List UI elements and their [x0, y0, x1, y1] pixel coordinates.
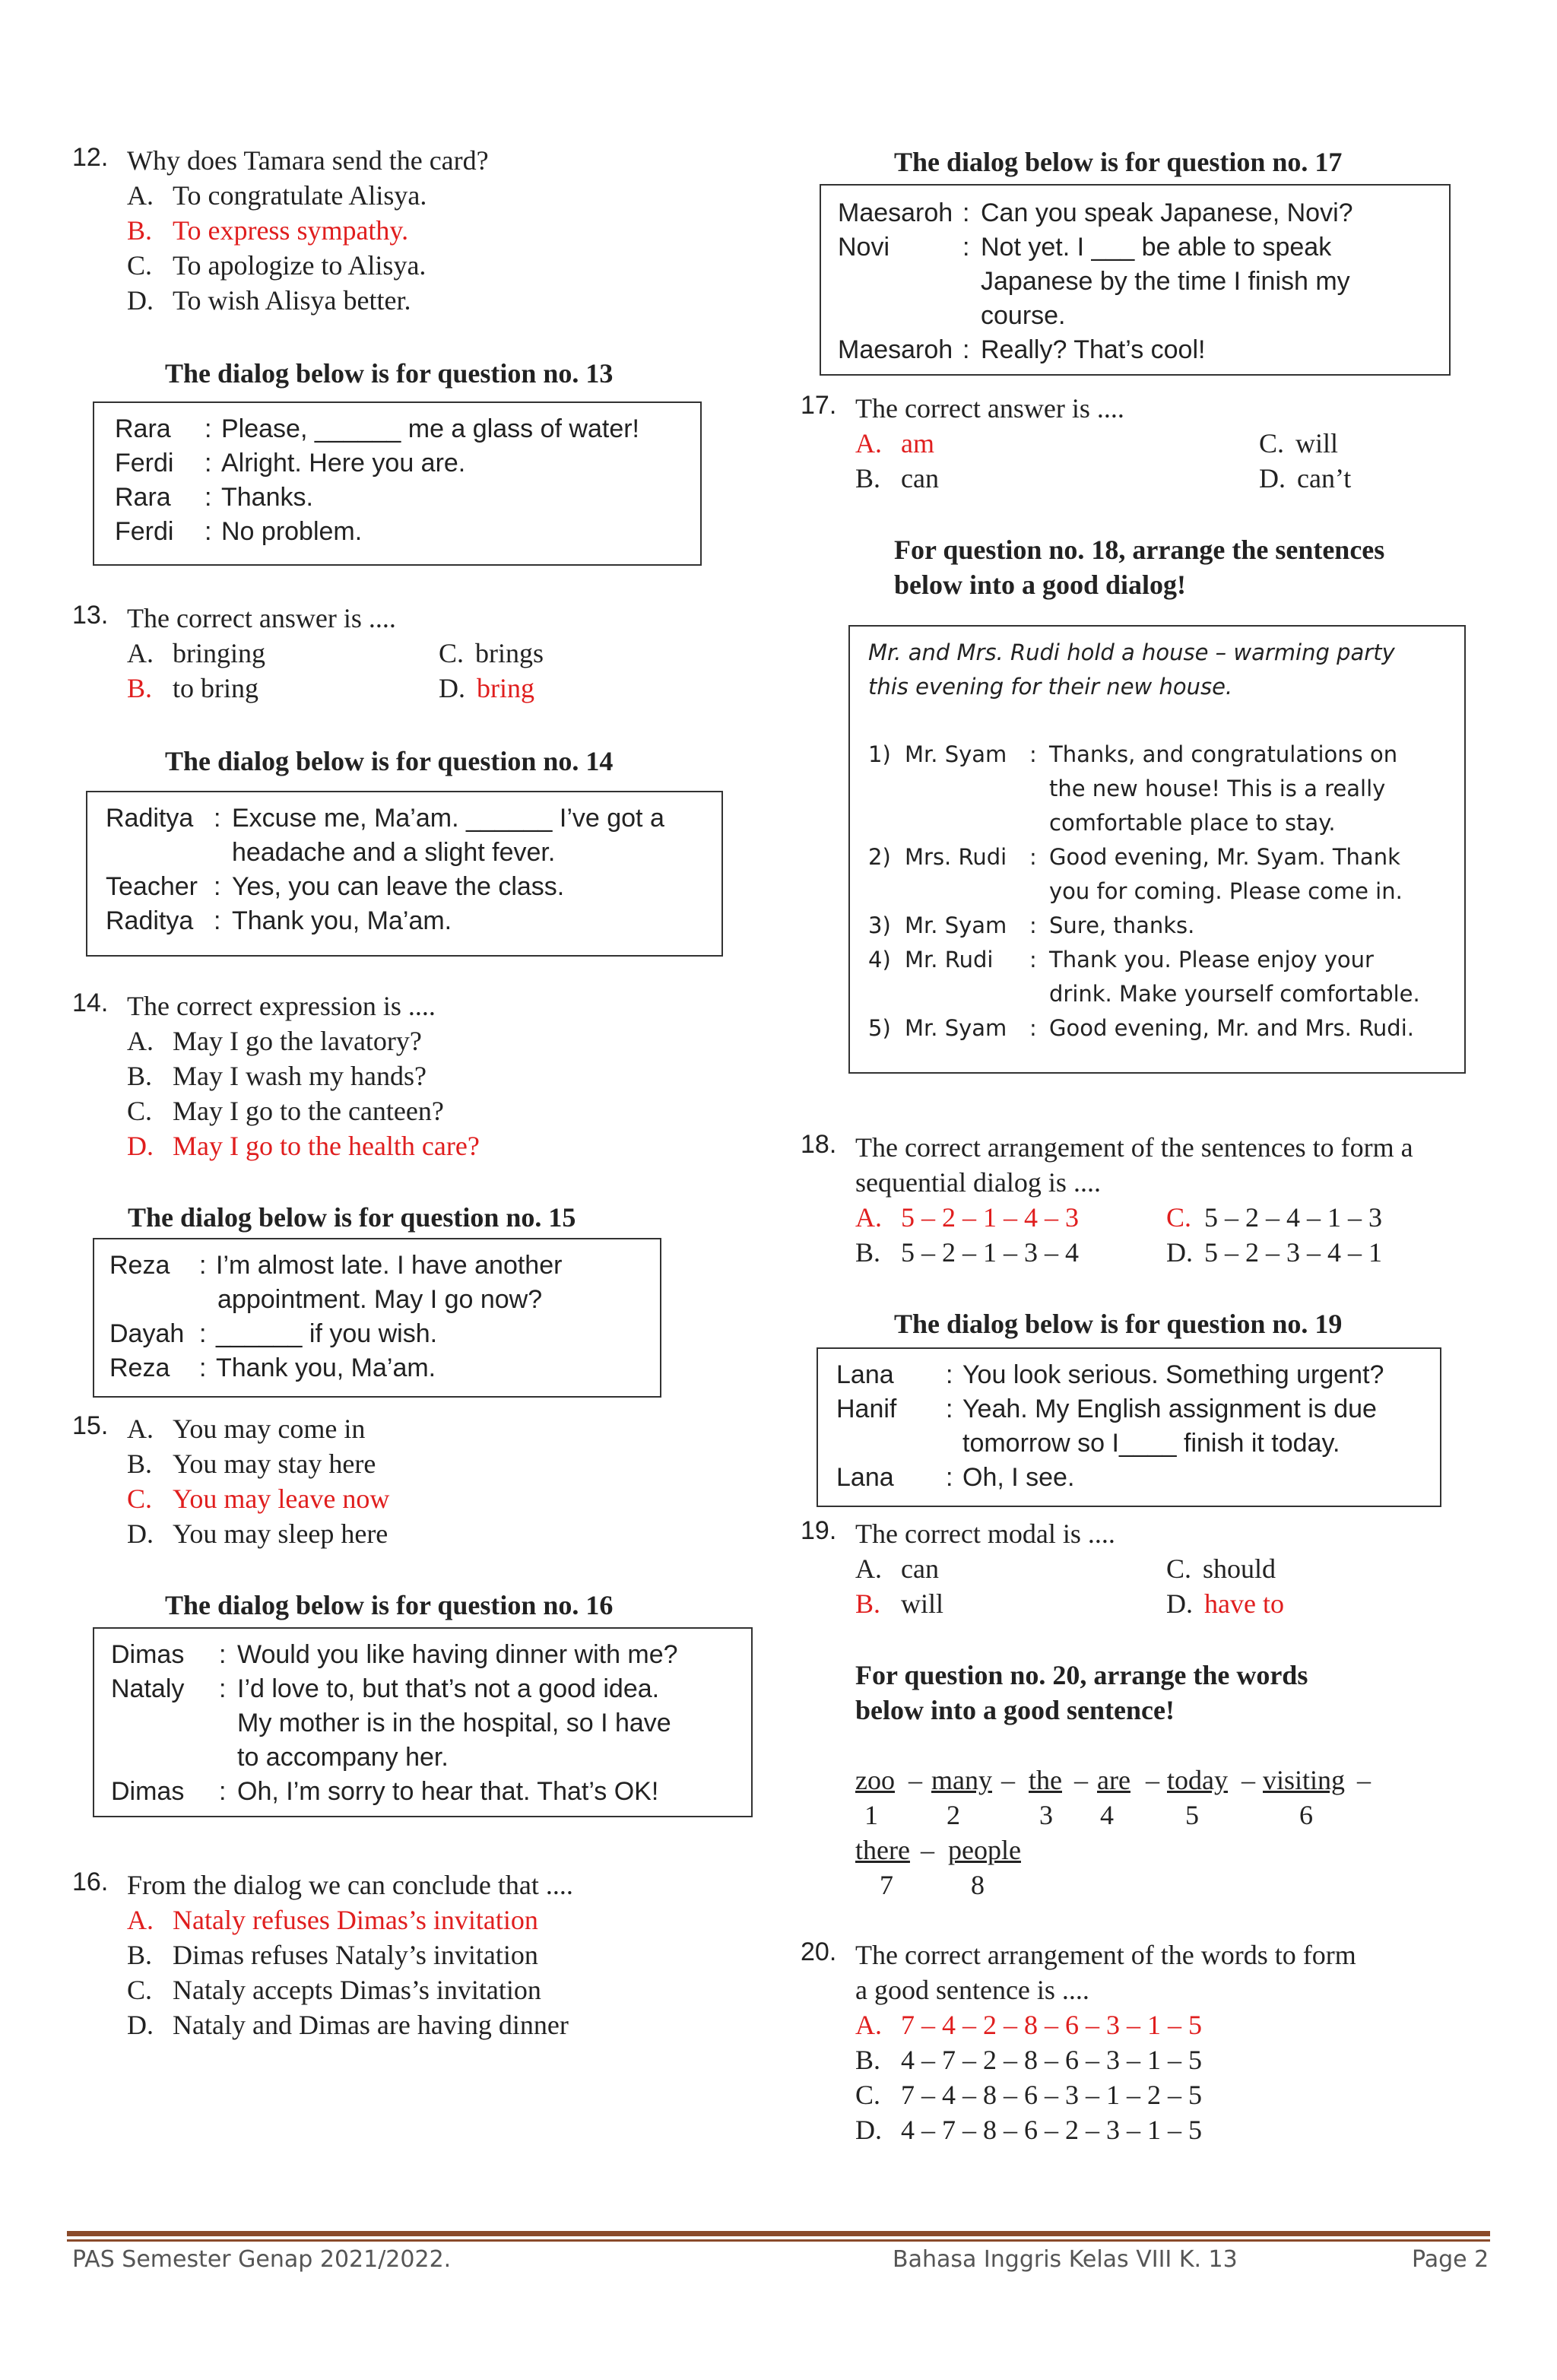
dialog-heading-14: The dialog below is for question no. 14	[165, 746, 614, 776]
option-b: B. Dimas refuses Nataly’s invitation	[127, 1940, 538, 1970]
instruction-18-line1: For question no. 18, arrange the sentences	[894, 535, 1385, 565]
question-text: The correct answer is ....	[127, 603, 396, 633]
dialog-line-5: 5) Mr. Syam : Good evening, Mr. and Mrs. Rudi.	[868, 1015, 1414, 1041]
question-text: a good sentence is ....	[855, 1975, 1089, 2005]
option-c: C. should	[1166, 1553, 1276, 1584]
word: visiting	[1263, 1765, 1346, 1795]
question-number: 14.	[72, 988, 109, 1017]
dialog-box-16: Dimas : Would you like having dinner with me? Nataly : I’d love to, but that’s not a good idea. My mother is in the hospital, so I have to accompany her. Dimas : Oh, I’m sorry to hear that. That’s OK!	[93, 1627, 753, 1817]
dialog-heading-19: The dialog below is for question no. 19	[894, 1309, 1343, 1339]
footer-rule	[67, 2231, 1490, 2236]
question-number: 12.	[72, 143, 109, 172]
question-number: 18.	[801, 1130, 837, 1159]
option-a: A. can	[855, 1553, 939, 1584]
question-text: The correct modal is ....	[855, 1518, 1115, 1549]
option-b: B. to bring	[127, 673, 258, 703]
question-number: 15.	[72, 1411, 109, 1440]
scene-intro: this evening for their new house.	[868, 674, 1233, 700]
instruction-18-line2: below into a good dialog!	[894, 570, 1187, 600]
option-c: C. 5 – 2 – 4 – 1 – 3	[1166, 1202, 1382, 1233]
question-text: sequential dialog is ....	[855, 1167, 1101, 1198]
dialog-line-2-cont: you for coming. Please come in.	[1049, 878, 1403, 904]
option-d: D. To wish Alisya better.	[127, 285, 411, 316]
option-d: D. 5 – 2 – 3 – 4 – 1	[1166, 1237, 1382, 1268]
option-c: C. brings	[439, 638, 544, 668]
dialog-line-4-cont: drink. Make yourself comfortable.	[1049, 981, 1420, 1007]
option-d: D. You may sleep here	[127, 1518, 388, 1549]
option-a: A. 7 – 4 – 2 – 8 – 6 – 3 – 1 – 5	[855, 2010, 1202, 2040]
dialog-heading-17: The dialog below is for question no. 17	[894, 147, 1343, 177]
question-text: The correct expression is ....	[127, 991, 436, 1021]
dialog-box-19: Lana : You look serious. Something urgent? Hanif : Yeah. My English assignment is due tomorrow so I____ finish it today. Lana : Oh, I see.	[817, 1347, 1441, 1507]
footer-page-number: Page 2	[1412, 2246, 1489, 2273]
dialog-box-14: Raditya : Excuse me, Ma’am. ______ I’ve got a headache and a slight fever. Teacher : Yes, you can leave the class. Raditya : Thank you, Ma’am.	[86, 791, 723, 957]
question-number: 13.	[72, 601, 109, 630]
option-a: A. Nataly refuses Dimas’s invitation	[127, 1905, 538, 1935]
footer-rule-thin	[67, 2239, 1490, 2242]
option-b: B. can	[855, 463, 939, 493]
option-a: A. To congratulate Alisya.	[127, 180, 427, 211]
option-c: C. To apologize to Alisya.	[127, 250, 427, 281]
question-text: The correct arrangement of the words to form	[855, 1940, 1356, 1970]
question-number: 19.	[801, 1516, 837, 1545]
word: many	[931, 1765, 992, 1795]
dialog-box-17: Maesaroh : Can you speak Japanese, Novi? Novi : Not yet. I ___ be able to speak Japanese by the time I finish my course. Maesaroh : Really? That’s cool!	[820, 184, 1451, 376]
option-b: B. 5 – 2 – 1 – 3 – 4	[855, 1237, 1079, 1268]
dialog-box-18	[848, 625, 1466, 1074]
question-text: The correct arrangement of the sentences to form a	[855, 1132, 1413, 1163]
dialog-heading-13: The dialog below is for question no. 13	[165, 358, 614, 389]
word: zoo	[855, 1765, 895, 1795]
option-b: B. will	[855, 1588, 944, 1619]
option-a: A. am	[855, 428, 934, 459]
word: today	[1167, 1765, 1228, 1795]
option-d: D. bring	[439, 673, 534, 703]
option-a: A. You may come in	[127, 1414, 366, 1444]
option-b: B. May I wash my hands?	[127, 1061, 427, 1091]
dialog-line-4: 4) Mr. Rudi : Thank you. Please enjoy your	[868, 947, 1374, 973]
footer-center: Bahasa Inggris Kelas VIII K. 13	[893, 2246, 1238, 2273]
option-d: D. have to	[1166, 1588, 1284, 1619]
dialog-line-1: 1) Mr. Syam : Thanks, and congratulations on	[868, 741, 1398, 767]
dialog-heading-15: The dialog below is for question no. 15	[128, 1202, 576, 1233]
option-c: C. May I go to the canteen?	[127, 1096, 444, 1126]
question-text: Why does Tamara send the card?	[127, 145, 489, 176]
word: are	[1097, 1765, 1130, 1795]
option-d: D. 4 – 7 – 8 – 6 – 2 – 3 – 1 – 5	[855, 2115, 1202, 2145]
instruction-20-line2: below into a good sentence!	[855, 1695, 1175, 1725]
question-number: 17.	[801, 391, 837, 420]
option-a: A. bringing	[127, 638, 265, 668]
option-b: B. You may stay here	[127, 1449, 376, 1479]
option-c: C. You may leave now	[127, 1484, 390, 1514]
dialog-heading-16: The dialog below is for question no. 16	[165, 1590, 614, 1620]
word: people	[948, 1835, 1021, 1865]
option-c: C. Nataly accepts Dimas’s invitation	[127, 1975, 541, 2005]
footer-left: PAS Semester Genap 2021/2022.	[72, 2246, 452, 2273]
option-d: D. Nataly and Dimas are having dinner	[127, 2010, 569, 2040]
question-text: From the dialog we can conclude that ....	[127, 1870, 573, 1900]
dialog-line-3: 3) Mr. Syam : Sure, thanks.	[868, 912, 1195, 938]
option-a: A. 5 – 2 – 1 – 4 – 3	[855, 1202, 1079, 1233]
dialog-line-2: 2) Mrs. Rudi : Good evening, Mr. Syam. Thank	[868, 844, 1400, 870]
question-number: 20.	[801, 1937, 837, 1966]
option-a: A. May I go the lavatory?	[127, 1026, 422, 1056]
question-text: The correct answer is ....	[855, 393, 1124, 424]
option-b: B. To express sympathy.	[127, 215, 409, 246]
word: there	[855, 1835, 910, 1865]
instruction-20-line1: For question no. 20, arrange the words	[855, 1660, 1308, 1690]
option-c: C. 7 – 4 – 8 – 6 – 3 – 1 – 2 – 5	[855, 2080, 1202, 2110]
option-d: D. May I go to the health care?	[127, 1131, 480, 1161]
option-b: B. 4 – 7 – 2 – 8 – 6 – 3 – 1 – 5	[855, 2045, 1202, 2075]
dialog-line-1-cont: the new house! This is a really	[1049, 776, 1386, 801]
word: the	[1029, 1765, 1062, 1795]
scene-intro: Mr. and Mrs. Rudi hold a house – warming party	[868, 639, 1395, 665]
option-c: C. will	[1259, 428, 1339, 459]
dialog-box-15: Reza : I’m almost late. I have another appointment. May I go now? Dayah : ______ if you wish. Reza : Thank you, Ma’am.	[93, 1238, 661, 1398]
dialog-box-13: Rara : Please, ______ me a glass of water! Ferdi : Alright. Here you are. Rara : Thanks. Ferdi : No problem.	[93, 401, 702, 566]
question-number: 16.	[72, 1868, 109, 1896]
option-d: D. can’t	[1259, 463, 1352, 493]
dialog-line-1-cont: comfortable place to stay.	[1049, 810, 1336, 836]
